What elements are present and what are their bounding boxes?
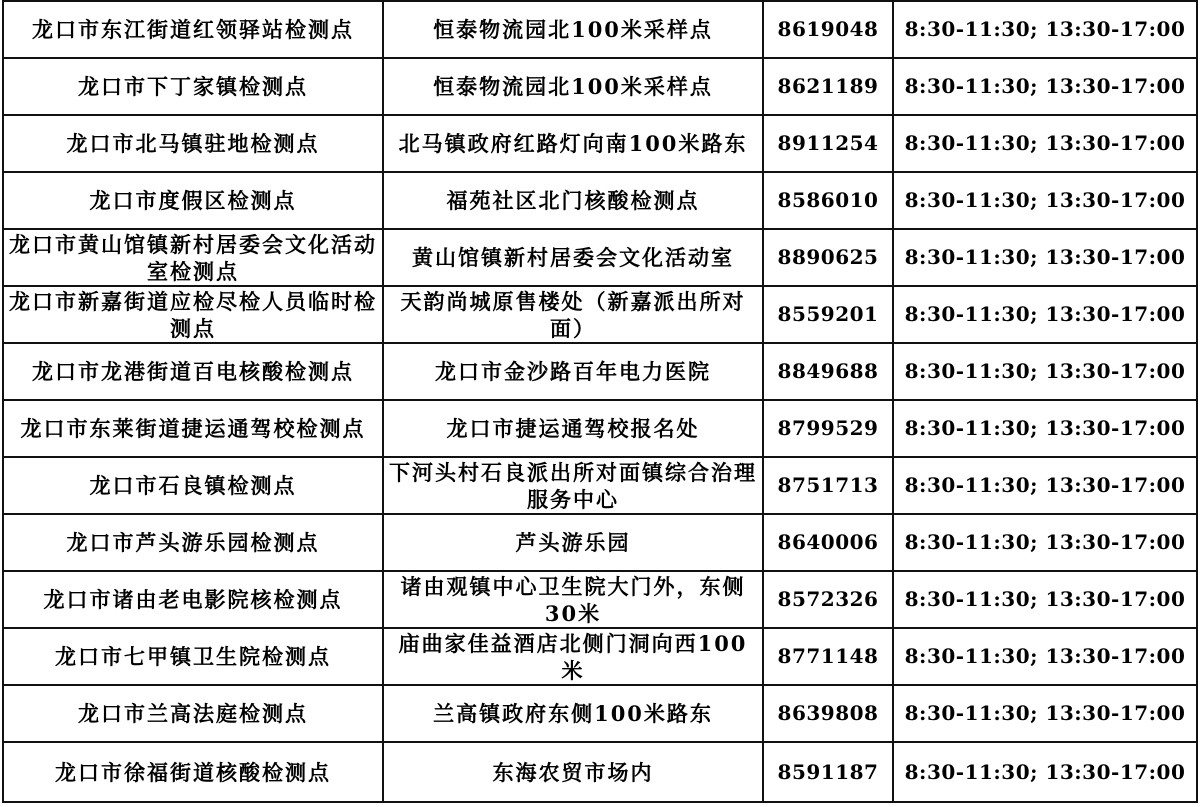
hours-cell: 8:30-11:30; 13:30-17:00 <box>893 685 1197 742</box>
hours-cell: 8:30-11:30; 13:30-17:00 <box>893 229 1197 286</box>
phone-cell: 8559201 <box>763 286 893 343</box>
site-address-cell: 芦头游乐园 <box>383 514 763 571</box>
hours-cell: 8:30-11:30; 13:30-17:00 <box>893 58 1197 115</box>
site-address-cell: 庙曲家佳益酒店北侧门洞向西100米 <box>383 628 763 685</box>
site-name-cell: 龙口市七甲镇卫生院检测点 <box>3 628 383 685</box>
phone-cell: 8586010 <box>763 172 893 229</box>
table-row <box>3 514 1197 571</box>
site-address-cell: 天韵尚城原售楼处（新嘉派出所对面） <box>383 286 763 343</box>
hours-cell: 8:30-11:30; 13:30-17:00 <box>893 571 1197 628</box>
site-name-cell: 龙口市兰高法庭检测点 <box>3 685 383 742</box>
table-row <box>3 286 1197 343</box>
phone-cell: 8639808 <box>763 685 893 742</box>
phone-cell: 8911254 <box>763 115 893 172</box>
phone-cell: 8890625 <box>763 229 893 286</box>
table-row <box>3 742 1197 802</box>
table-row <box>3 628 1197 685</box>
site-name-cell: 龙口市徐福街道核酸检测点 <box>3 742 383 802</box>
phone-cell: 8640006 <box>763 514 893 571</box>
site-name-cell: 龙口市龙港街道百电核酸检测点 <box>3 343 383 400</box>
hours-cell: 8:30-11:30; 13:30-17:00 <box>893 172 1197 229</box>
table-row <box>3 343 1197 400</box>
site-address-cell: 下河头村石良派出所对面镇综合治理服务中心 <box>383 457 763 514</box>
hours-cell: 8:30-11:30; 13:30-17:00 <box>893 400 1197 457</box>
site-name-cell: 龙口市东莱街道捷运通驾校检测点 <box>3 400 383 457</box>
phone-cell: 8619048 <box>763 1 893 58</box>
hours-cell: 8:30-11:30; 13:30-17:00 <box>893 742 1197 802</box>
table-row <box>3 229 1197 286</box>
table-row <box>3 58 1197 115</box>
hours-cell: 8:30-11:30; 13:30-17:00 <box>893 286 1197 343</box>
table-row <box>3 457 1197 514</box>
table-row <box>3 685 1197 742</box>
table-row <box>3 571 1197 628</box>
site-name-cell: 龙口市新嘉街道应检尽检人员临时检测点 <box>3 286 383 343</box>
site-name-cell: 龙口市下丁家镇检测点 <box>3 58 383 115</box>
phone-cell: 8572326 <box>763 571 893 628</box>
site-address-cell: 诸由观镇中心卫生院大门外，东侧30米 <box>383 571 763 628</box>
site-address-cell: 东海农贸市场内 <box>383 742 763 802</box>
site-address-cell: 福苑社区北门核酸检测点 <box>383 172 763 229</box>
site-name-cell: 龙口市黄山馆镇新村居委会文化活动室检测点 <box>3 229 383 286</box>
table-row <box>3 400 1197 457</box>
site-address-cell: 兰高镇政府东侧100米路东 <box>383 685 763 742</box>
phone-cell: 8751713 <box>763 457 893 514</box>
phone-cell: 8771148 <box>763 628 893 685</box>
phone-cell: 8591187 <box>763 742 893 802</box>
site-name-cell: 龙口市诸由老电影院核检测点 <box>3 571 383 628</box>
hours-cell: 8:30-11:30; 13:30-17:00 <box>893 457 1197 514</box>
hours-cell: 8:30-11:30; 13:30-17:00 <box>893 514 1197 571</box>
site-address-cell: 龙口市捷运通驾校报名处 <box>383 400 763 457</box>
site-address-cell: 恒泰物流园北100米采样点 <box>383 58 763 115</box>
site-name-cell: 龙口市度假区检测点 <box>3 172 383 229</box>
site-name-cell: 龙口市芦头游乐园检测点 <box>3 514 383 571</box>
site-name-cell: 龙口市东江街道红领驿站检测点 <box>3 1 383 58</box>
testing-sites-table <box>2 0 1198 803</box>
phone-cell: 8621189 <box>763 58 893 115</box>
table-body <box>3 1 1197 802</box>
phone-cell: 8799529 <box>763 400 893 457</box>
site-address-cell: 黄山馆镇新村居委会文化活动室 <box>383 229 763 286</box>
phone-cell: 8849688 <box>763 343 893 400</box>
hours-cell: 8:30-11:30; 13:30-17:00 <box>893 343 1197 400</box>
site-address-cell: 北马镇政府红路灯向南100米路东 <box>383 115 763 172</box>
hours-cell: 8:30-11:30; 13:30-17:00 <box>893 115 1197 172</box>
table-row <box>3 172 1197 229</box>
site-name-cell: 龙口市石良镇检测点 <box>3 457 383 514</box>
table-row <box>3 1 1197 58</box>
site-name-cell: 龙口市北马镇驻地检测点 <box>3 115 383 172</box>
site-address-cell: 龙口市金沙路百年电力医院 <box>383 343 763 400</box>
hours-cell: 8:30-11:30; 13:30-17:00 <box>893 628 1197 685</box>
hours-cell: 8:30-11:30; 13:30-17:00 <box>893 1 1197 58</box>
table-row <box>3 115 1197 172</box>
site-address-cell: 恒泰物流园北100米采样点 <box>383 1 763 58</box>
